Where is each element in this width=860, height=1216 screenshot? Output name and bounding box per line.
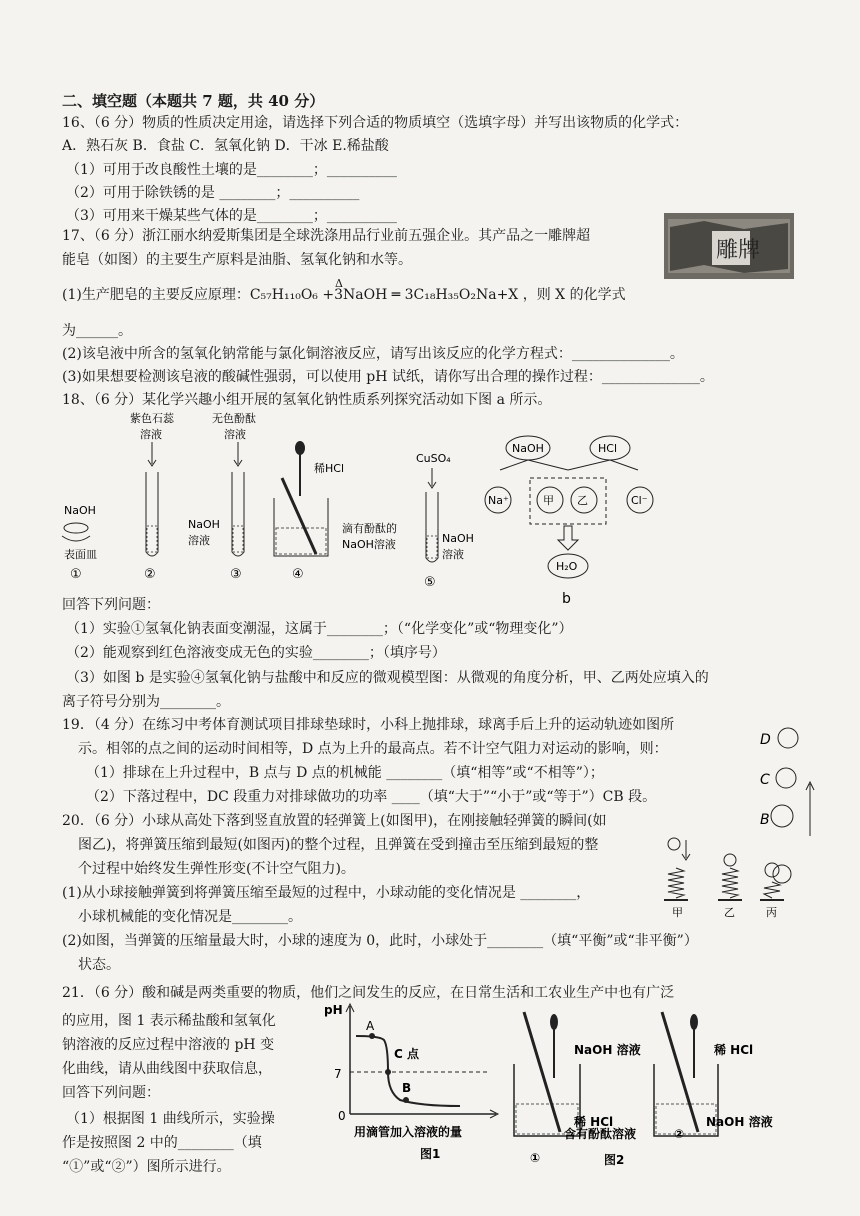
q18-part3b: 离子符号分别为________。 (62, 694, 230, 710)
label-naoh5: NaOH (442, 532, 474, 545)
num-3: ③ (230, 567, 242, 582)
label-phenol-naoh2: NaOH溶液 (342, 538, 396, 551)
q19-part2: （2）下落过程中，DC 段重力对排球做功的功率 ____（填“大于”“小于”或“等于”）CB 段。 (86, 789, 657, 805)
q21-line2: 钠溶液的反应过程中溶液的 pH 变 (62, 1037, 275, 1053)
fig2-caption: 图2 (604, 1153, 625, 1167)
b-yi: 乙 (577, 494, 588, 507)
label-bing: 丙 (766, 906, 777, 919)
q21-line1: 的应用，图 1 表示稀盐酸和氢氧化 (62, 1013, 276, 1029)
label-naoh5b: 溶液 (442, 548, 464, 561)
label-naoh-sol: NaOH (188, 518, 220, 531)
b-hcl: HCl (598, 442, 618, 455)
q20-part1: (1)从小球接触弹簧到将弹簧压缩至最短的过程中，小球动能的变化情况是 ________， (62, 885, 591, 901)
label-cuso4: CuSO₄ (416, 452, 451, 465)
fig1-ph-chart (320, 996, 500, 1166)
soap-brand-text: 雕牌 (716, 238, 761, 263)
q19-stem: 19．（4 分）在练习中考体育测试项目排球垫球时，小科上抛排球，球离手后上升的运动轨迹如图所 (62, 717, 675, 733)
q21-line7: “①”或“②”）图所示进行。 (62, 1159, 231, 1175)
num-4: ④ (292, 567, 304, 582)
label-D: D (760, 732, 771, 748)
q18-intro: 回答下列问题： (62, 597, 160, 613)
q16-stem: 16、（6 分）物质的性质决定用途，请选择下列合适的物质填空（选填字母）并写出该物质的化学式： (62, 115, 689, 131)
q16-part3: （3）可用来干燥某些气体的是________；__________ (66, 208, 397, 224)
q20-part2b: 状态。 (78, 957, 120, 973)
fig2-num1: ① (530, 1151, 541, 1165)
fig2-beakers (508, 1004, 778, 1170)
q18-figure-a (60, 408, 680, 608)
q19-stem2: 示。相邻的点之间的运动时间相等，D 点为上升的最高点。若不计空气阻力对运动的影响，则： (78, 741, 668, 757)
q21-line6: 作是按照图 2 中的________（填 (62, 1135, 262, 1151)
q17-part3: (3)如果想要检测该皂液的酸碱性强弱，可以使用 pH 试纸，请你写出合理的操作过程：______________。 (62, 369, 714, 385)
fig1-origin: 0 (338, 1109, 346, 1123)
num-1: ① (70, 567, 82, 582)
label-solution: 溶液 (140, 428, 162, 441)
q17-stem2: 能皂（如图）的主要生产原料是油脂、氢氧化钠和水等。 (62, 252, 412, 268)
q16-options: A．熟石灰 B．食盐 C．氢氧化钠 D．干冰 E.稀盐酸 (62, 138, 389, 154)
label-naoh-solid: NaOH (64, 504, 96, 517)
fig2-num2: ② (674, 1127, 685, 1141)
section-heading: 二、填空题（本题共 7 题，共 40 分） (62, 92, 325, 110)
b-cl: Cl⁻ (631, 494, 648, 507)
fig2-hcl-in: 稀 HCl (574, 1115, 614, 1129)
q18-part3: （3）如图 b 是实验④氢氧化钠与盐酸中和反应的微观模型图：从微观的角度分析，甲、乙两处应填入的 (66, 670, 709, 686)
fig2-hcl-drop: 稀 HCl (714, 1043, 754, 1057)
fig2-naoh-drop: NaOH 溶液 (574, 1043, 641, 1057)
fig1-caption: 图1 (420, 1147, 441, 1161)
soap-image (664, 213, 794, 279)
label-purple: 紫色石蕊 (130, 412, 174, 425)
b-naoh: NaOH (512, 442, 544, 455)
q20-stem: 20．（6 分）小球从高处下落到竖直放置的轻弹簧上(如图甲)，在刚接触轻弹簧的瞬间(如 (62, 813, 607, 829)
label-phenol-naoh: 滴有酚酞的 (342, 522, 397, 535)
q21-line4: 回答下列问题： (62, 1085, 160, 1101)
q18-stem: 18、（6 分）某化学兴趣小组开展的氢氧化钠性质系列探究活动如下图 a 所示。 (62, 392, 552, 408)
q19-part1: （1）排球在上升过程中，B 点与 D 点的机械能 ________（填“相等”或“不相等”）； (86, 765, 604, 781)
q16-part2: （2）可用于除铁锈的是 ________；__________ (66, 185, 360, 201)
label-watch-glass: 表面皿 (64, 548, 97, 561)
label-jia: 甲 (672, 906, 683, 919)
label-solution2: 溶液 (224, 428, 246, 441)
q16-part1: （1）可用于改良酸性土壤的是________；__________ (66, 162, 397, 178)
q21-line5: （1）根据图 1 曲线所示，实验操 (66, 1111, 275, 1127)
fig1-A: A (366, 1019, 375, 1033)
label-C: C (760, 772, 770, 788)
label-phenol: 无色酚酞 (212, 412, 256, 425)
fig1-xlabel: 用滴管加入溶液的量 (354, 1125, 463, 1139)
num-2: ② (144, 567, 156, 582)
b-jia: 甲 (543, 494, 554, 507)
q21-line3: 化曲线，请从曲线图中获取信息， (62, 1061, 272, 1077)
q17-part1b: 为______。 (62, 323, 132, 339)
q20-part2: (2)如图，当弹簧的压缩量最大时，小球的速度为 0，此时，小球处于________（填“平衡”或“非平衡”） (62, 933, 698, 949)
fig2-naoh-in: NaOH 溶液 (706, 1115, 773, 1129)
label-B: B (760, 812, 770, 828)
q20-figure (660, 836, 800, 926)
fig2-mid: 含有酚酞溶液 (564, 1127, 637, 1141)
b-na: Na⁺ (488, 494, 509, 507)
q17-part1: (1)生产肥皂的主要反应原理：C₅₇H₁₁₀O₆ +3NaOH ═ 3C₁₈H₃₅O₂Na+X ，则 X 的化学式 (62, 287, 626, 303)
q18-part2: （2）能观察到红色溶液变成无色的实验________；（填序号） (66, 645, 446, 661)
q17-stem: 17、（6 分）浙江丽水纳爱斯集团是全球洗涤用品行业前五强企业。其产品之一雕牌超 (62, 228, 591, 244)
label-naoh-sol2: 溶液 (188, 534, 210, 547)
label-yi: 乙 (724, 906, 735, 919)
q18-part1: （1）实验①氢氧化钠表面变潮湿，这属于________；（“化学变化”或“物理变化”） (66, 621, 573, 637)
q20-stem3: 个过程中始终发生弹性形变(不计空气阻力)。 (78, 861, 355, 877)
b-h2o: H₂O (556, 560, 578, 573)
q17-delta: Δ (335, 277, 343, 290)
q20-part1b: 小球机械能的变化情况是________。 (78, 909, 302, 925)
b-label: b (562, 591, 571, 607)
num-5: ⑤ (424, 575, 436, 590)
fig1-seven: 7 (334, 1067, 342, 1081)
fig1-B: B (402, 1081, 412, 1095)
q21-stem: 21．（6 分）酸和碱是两类重要的物质，他们之间发生的反应，在日常生活和工农业生产中也有广泛 (62, 985, 675, 1001)
q20-stem2: 图乙)，将弹簧压缩到最短(如图丙)的整个过程，且弹簧在受到撞击至压缩到最短的整 (78, 837, 599, 853)
fig1-ylabel: pH (324, 1003, 343, 1017)
fig1-C: C 点 (394, 1047, 419, 1061)
label-hcl: 稀HCl (314, 462, 345, 475)
q19-figure (756, 718, 816, 838)
q17-part2: (2)该皂液中所含的氢氧化钠常能与氯化铜溶液反应，请写出该反应的化学方程式：______________。 (62, 346, 684, 362)
